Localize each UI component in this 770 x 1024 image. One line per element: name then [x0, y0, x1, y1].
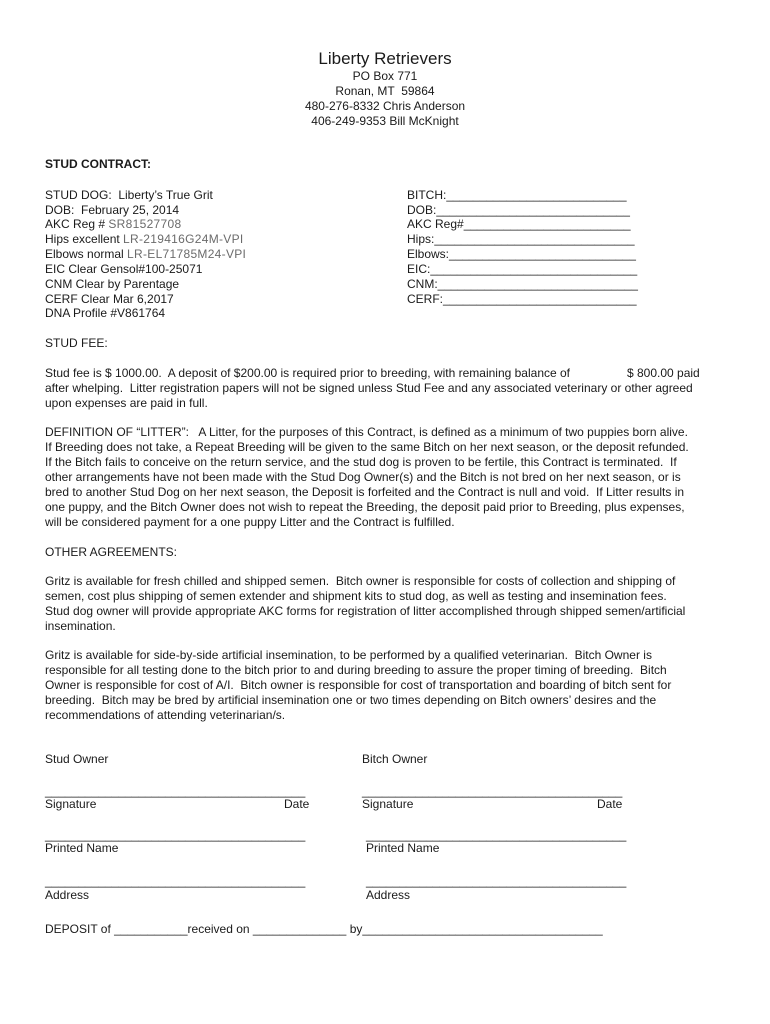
litter-line: If the Bitch fails to conceive on the return service, and the stud dog is proven to be fertile, this Contract is terminated. If: [45, 455, 677, 469]
deposit-line[interactable]: DEPOSIT of ___________received on ______________ by____________________________________: [45, 922, 603, 936]
agreement-line: responsible for all testing done to the bitch prior to and during breeding to assure the proper timing of breeding. Bitch: [45, 663, 667, 677]
akc-value: SR81527708: [108, 217, 182, 231]
stud-owner-signature-line[interactable]: _______________________________________: [45, 784, 306, 798]
bitch-date-label: Date: [597, 797, 623, 811]
bitch-hips-field[interactable]: Hips:______________________________: [407, 232, 635, 246]
elbows-label: Elbows normal: [45, 247, 128, 261]
bitch-printed-name-label: Printed Name: [366, 841, 440, 855]
stud-dog-cnm: CNM Clear by Parentage: [45, 277, 180, 291]
agreement-line: Gritz is available for fresh chilled and shipped semen. Bitch owner is responsible for costs of collection and shipping of: [45, 574, 676, 588]
other-agreements-heading: OTHER AGREEMENTS:: [45, 545, 178, 559]
stud-owner-label: Stud Owner: [45, 752, 109, 766]
akc-label: AKC Reg #: [45, 217, 109, 231]
agreement-line: insemination.: [45, 619, 116, 633]
agreement-line: Gritz is available for side-by-side artificial insemination, to be performed by a qualified veterinarian. Bitch Owner is: [45, 648, 652, 662]
stud-printed-name-line[interactable]: _______________________________________: [45, 828, 306, 842]
phone-line-2: 406-249-9353 Bill McKnight: [311, 114, 459, 128]
stud-printed-name-label: Printed Name: [45, 841, 119, 855]
litter-line: other arrangements have not been made with the Stud Dog Owner(s) and the Bitch is not bred on her next season, or is: [45, 470, 681, 484]
stud-date-label: Date: [284, 797, 310, 811]
bitch-owner-label: Bitch Owner: [362, 752, 428, 766]
bitch-cnm-field[interactable]: CNM:______________________________: [407, 277, 638, 291]
bitch-name-field[interactable]: BITCH:___________________________: [407, 188, 627, 202]
elbows-value: LR-EL71785M24-VPI: [127, 247, 247, 261]
agreement-line: breeding. Bitch may be bred by artificial insemination one or two times depending on Bitch owners’ desires and the: [45, 693, 657, 707]
bitch-dob-field[interactable]: DOB:_____________________________: [407, 203, 630, 217]
phone-line-1: 480-276-8332 Chris Anderson: [304, 99, 466, 113]
bitch-elbows-field[interactable]: Elbows:____________________________: [407, 247, 636, 261]
stud-fee-line-1: Stud fee is $ 1000.00. A deposit of $200.00 is required prior to breeding, with remaining balance of: [45, 366, 571, 380]
litter-line: one puppy, and the Bitch Owner does not wish to repeat the Breeding, the deposit paid prior to Breeding, plus expenses,: [45, 500, 685, 514]
agreement-line: Stud dog owner will provide appropriate AKC forms for registration of litter accomplished through shipped semen/artificial: [45, 604, 686, 618]
stud-address-label: Address: [45, 888, 90, 902]
stud-dog-eic: EIC Clear Gensol#100-25071: [45, 262, 203, 276]
stud-dog-name: STUD DOG: Liberty’s True Grit: [45, 188, 213, 202]
stud-fee-heading: STUD FEE:: [45, 336, 108, 350]
stud-dog-hips: [45, 232, 244, 247]
stud-dog-akc: [45, 217, 181, 232]
stud-fee-line-2: after whelping. Litter registration papers will not be signed unless Stud Fee and any associated veterinary or other agreed: [45, 381, 693, 395]
bitch-akc-field[interactable]: AKC Reg#_________________________: [407, 217, 631, 231]
bitch-eic-field[interactable]: EIC:_______________________________: [407, 262, 638, 276]
bitch-address-label: Address: [366, 888, 411, 902]
litter-line: DEFINITION OF “LITTER”: A Litter, for the purposes of this Contract, is defined as a minimum of two puppies born alive.: [45, 425, 688, 439]
agreement-line: Owner is responsible for cost of A/I. Bitch owner is responsible for cost of transportation and boarding of bitch sent for: [45, 678, 672, 692]
hips-label: Hips excellent: [45, 232, 124, 246]
bitch-signature-label: Signature: [362, 797, 414, 811]
litter-line: bred to another Stud Dog on her next season, the Deposit is forfeited and the Contract is null and void. If Litter results in: [45, 485, 685, 499]
litter-line: will be considered payment for a one puppy Litter and the Contract is fulfilled.: [45, 515, 455, 529]
address-line-2: Ronan, MT 59864: [335, 84, 435, 98]
bitch-printed-name-line[interactable]: _______________________________________: [366, 828, 627, 842]
address-line-1: PO Box 771: [352, 69, 418, 83]
kennel-title: Liberty Retrievers: [318, 49, 452, 68]
litter-line: If Breeding does not take, a Repeat Breeding will be given to the same Bitch on her next season, or the deposit refunded.: [45, 440, 689, 454]
stud-address-line[interactable]: _______________________________________: [45, 874, 306, 888]
stud-dog-dob: DOB: February 25, 2014: [45, 203, 180, 217]
stud-fee-balance: $ 800.00 paid: [627, 366, 700, 380]
bitch-address-line[interactable]: _______________________________________: [366, 874, 627, 888]
agreement-line: recommendations of attending veterinarian/s.: [45, 708, 286, 722]
stud-dog-elbows: [45, 247, 246, 262]
stud-dog-cerf: CERF Clear Mar 6,2017: [45, 292, 174, 306]
stud-fee-line-3: upon expenses are paid in full.: [45, 396, 208, 410]
contract-heading: STUD CONTRACT:: [45, 157, 151, 171]
stud-dog-dna: DNA Profile #V861764: [45, 306, 166, 320]
bitch-cerf-field[interactable]: CERF:_____________________________: [407, 292, 637, 306]
bitch-owner-signature-line[interactable]: _______________________________________: [362, 784, 623, 798]
hips-value: LR-219416G24M-VPI: [123, 232, 244, 246]
agreement-line: semen, cost plus shipping of semen extender and shipment kits to stud dog, as well as testing and insemination fees.: [45, 589, 667, 603]
stud-signature-label: Signature: [45, 797, 97, 811]
